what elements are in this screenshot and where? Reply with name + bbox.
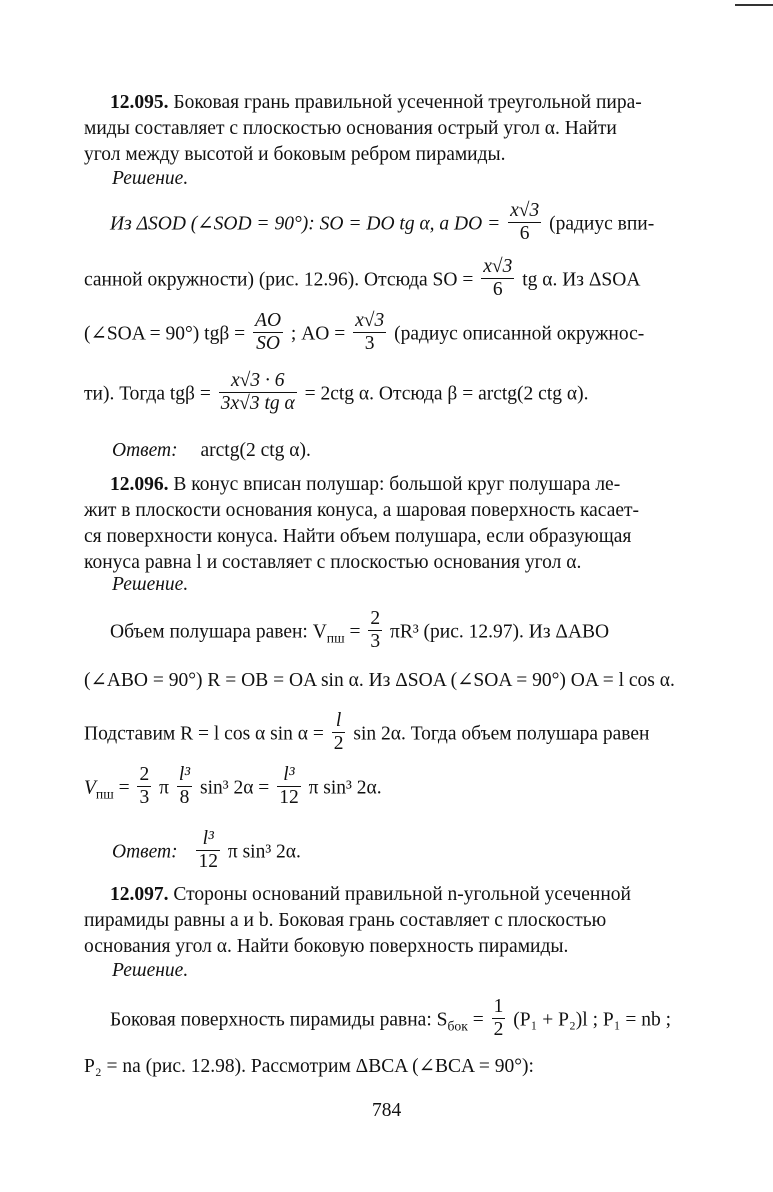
math-text: ти). Тогда tgβ =	[84, 383, 211, 405]
equals: =	[118, 777, 130, 799]
math-text: санной окружности) (рис. 12.96). Отсюда SO =	[84, 269, 474, 291]
math-text: Из ΔSOD (∠SOD = 90°): SO = DO tg α, а DO =	[110, 213, 501, 235]
text: (P₁ + P₂)l ; P₁ = nb ;	[513, 1009, 672, 1031]
solution-95-line-3	[84, 312, 644, 358]
problem-12-097-line-3: основания угол α. Найти боковую поверхность пирамиды.	[84, 936, 569, 957]
answer-label: Ответ:	[112, 440, 178, 461]
problem-text: В конус вписан полушар: большой круг полушара ле-	[168, 474, 621, 495]
math-text: (∠SOA = 90°) tgβ =	[84, 323, 246, 345]
solution-97-line-1	[110, 998, 671, 1044]
fraction: $\frac{2}{3}$	[139, 764, 150, 809]
fraction: $\frac{l}{2}$	[333, 710, 344, 755]
solution-95-line-4	[84, 372, 588, 418]
text: π sin³ 2α.	[308, 777, 382, 799]
problem-number: 12.097.	[110, 884, 169, 905]
answer-label: Ответ:	[112, 841, 178, 863]
problem-number: 12.096.	[110, 474, 169, 495]
text: tg α. Из ΔSOA	[522, 269, 641, 291]
text: (радиус описанной окружнос-	[394, 323, 645, 345]
problem-text: Боковая грань правильной усеченной треугольной пира-	[168, 92, 642, 113]
solution-95-line-1	[110, 202, 654, 248]
problem-12-096-line-2: жит в плоскости основания конуса, а шаровая поверхность касает-	[84, 500, 640, 521]
answer-96	[112, 830, 301, 876]
fraction: $\frac{1}{2}$	[493, 996, 504, 1041]
math-text: Подставим R = l cos α sin α =	[84, 723, 324, 745]
page-number: 784	[372, 1100, 402, 1121]
top-rule	[735, 4, 773, 6]
solution-label: Решение.	[112, 168, 189, 189]
math-text: V	[84, 777, 96, 799]
fraction: $\frac{x√3}{6}$	[483, 256, 513, 301]
solution-96-line-4	[84, 766, 382, 812]
problem-12-095-line-3: угол между высотой и боковым ребром пирамиды.	[84, 144, 506, 165]
subscript: пш	[95, 786, 114, 802]
text: (радиус впи-	[549, 213, 655, 235]
text: sin 2α. Тогда объем полушара равен	[353, 723, 650, 745]
problem-12-096-line-3: ся поверхности конуса. Найти объем полушара, если образующая	[84, 526, 632, 547]
math-text: Боковая поверхность пирамиды равна: S	[110, 1009, 448, 1031]
fraction: $\frac{2}{3}$	[370, 608, 381, 653]
text: πR³ (рис. 12.97). Из ΔABO	[389, 621, 610, 643]
solution-label: Решение.	[112, 960, 189, 981]
text: = 2ctg α. Отсюда β = arctg(2 ctg α).	[304, 383, 589, 405]
problem-12-095-line-1	[110, 92, 642, 114]
answer-value: π sin³ 2α.	[227, 841, 301, 863]
fraction: $\frac{x√3 \cdot 6}{\text{3x√3 tg α}}$	[220, 370, 295, 415]
solution-96-line-1	[110, 610, 609, 656]
solution-95-line-2	[84, 258, 640, 304]
math-text: ; AO =	[290, 323, 346, 345]
equals: =	[349, 621, 361, 643]
problem-12-096-line-4: конуса равна l и составляет с плоскостью основания угол α.	[84, 552, 582, 573]
problem-12-097-line-1	[110, 884, 631, 906]
problem-text: Стороны оснований правильной n-угольной усеченной	[168, 884, 631, 905]
math-text: π	[159, 777, 169, 799]
solution-label: Решение.	[112, 574, 189, 595]
fraction: $\frac{\text{l³}}{8}$	[178, 764, 191, 809]
math-text: Объем полушара равен: V	[110, 621, 327, 643]
problem-number: 12.095.	[110, 92, 169, 113]
fraction: $\frac{AO}{SO}$	[255, 310, 282, 355]
fraction: $\frac{\text{l³}}{12}$	[198, 828, 218, 873]
solution-96-line-2: (∠ABO = 90°) R = OB = OA sin α. Из ΔSOA (∠SOA = 90°) OA = l cos α.	[84, 670, 675, 691]
fraction: $\frac{\text{l³}}{12}$	[279, 764, 299, 809]
answer-95	[112, 440, 311, 462]
subscript: пш	[326, 630, 345, 646]
solution-96-line-3	[84, 712, 649, 758]
subscript: бок	[447, 1018, 468, 1034]
solution-97-line-2: P₂ = na (рис. 12.98). Рассмотрим ΔBCA (∠BCA = 90°):	[84, 1056, 534, 1077]
problem-12-096-line-1	[110, 474, 620, 496]
problem-12-095-line-2: миды составляет с плоскостью основания острый угол α. Найти	[84, 118, 617, 139]
math-text: sin³ 2α =	[199, 777, 270, 799]
equals: =	[472, 1009, 484, 1031]
answer-value: arctg(2 ctg α).	[200, 440, 311, 461]
fraction: $\frac{x√3}{6}$	[510, 200, 540, 245]
fraction: $\frac{x√3}{3}$	[355, 310, 385, 355]
problem-12-097-line-2: пирамиды равны a и b. Боковая грань составляет с плоскостью	[84, 910, 607, 931]
